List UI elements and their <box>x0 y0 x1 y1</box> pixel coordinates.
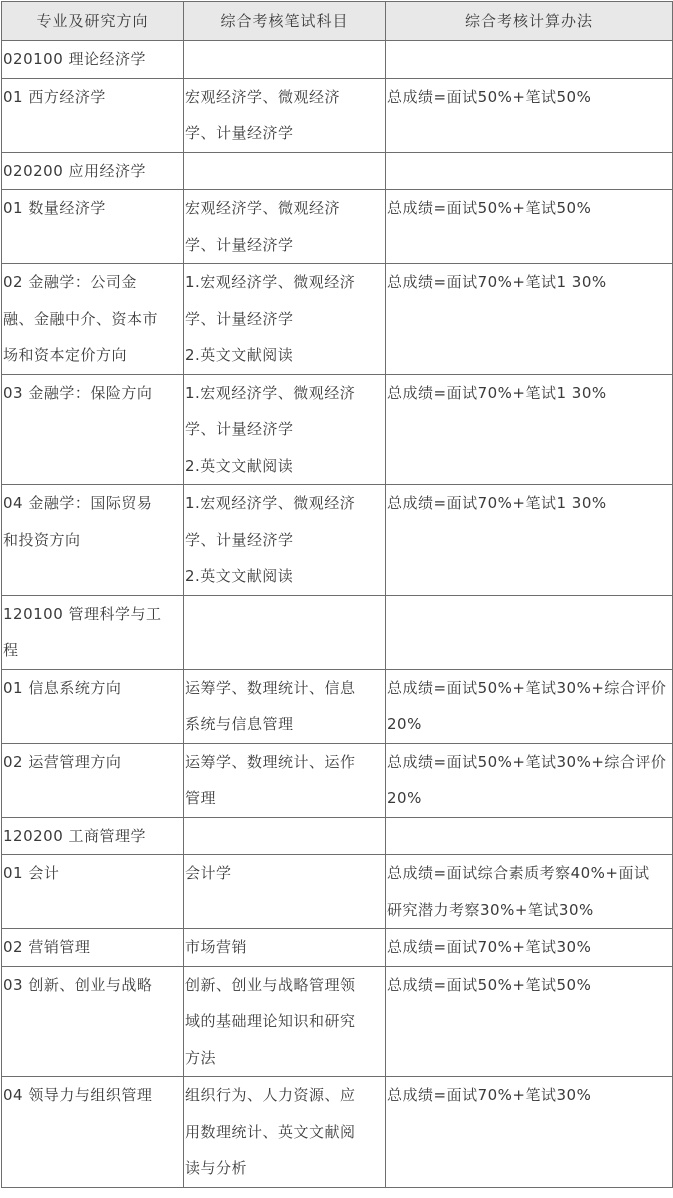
cell-text-line: 场和资本定价方向 <box>3 346 128 364</box>
subjects-cell <box>184 743 386 817</box>
subjects-cell <box>184 1077 386 1188</box>
cell-text-line: 程 <box>3 641 19 659</box>
major-cell <box>2 78 184 152</box>
major-cell <box>2 966 184 1077</box>
subjects-cell <box>184 929 386 967</box>
major-cell <box>2 595 184 669</box>
method-cell <box>386 190 673 264</box>
table-row <box>2 41 673 79</box>
major-cell <box>2 374 184 485</box>
table-row <box>2 264 673 375</box>
cell-text-line: 运筹学、数理统计、信息 <box>185 678 356 697</box>
cell-text-line: 融、金融中介、资本市 <box>3 309 159 328</box>
cell-text-line: 04 领导力与组织管理 <box>3 1086 153 1104</box>
cell-text-line: 1.宏观经济学、微观经济 <box>185 383 356 402</box>
cell-text-line: 03 金融学：保险方向 <box>3 383 153 402</box>
method-cell <box>386 152 673 190</box>
admission-table <box>1 1 673 1188</box>
method-cell <box>386 374 673 485</box>
cell-text-line: 用数理统计、英文文献阅 <box>185 1122 356 1141</box>
cell-text-line: 01 西方经济学 <box>3 87 106 106</box>
table-row <box>2 929 673 967</box>
method-cell <box>386 929 673 967</box>
cell-text-line: 总成绩=面试70%+笔试1 30% <box>387 383 607 402</box>
cell-text-line: 总成绩=面试50%+笔试30%+综合评价 <box>387 752 667 771</box>
major-cell <box>2 929 184 967</box>
cell-text-line: 04 金融学：国际贸易 <box>3 494 153 512</box>
major-cell <box>2 485 184 596</box>
cell-text-line: 学、计量经济学 <box>185 124 294 142</box>
table-row <box>2 817 673 855</box>
major-cell <box>2 152 184 190</box>
method-cell <box>386 669 673 743</box>
cell-text-line: 2.英文文献阅读 <box>185 456 294 475</box>
method-cell <box>386 41 673 79</box>
table-row <box>2 855 673 929</box>
subjects-cell <box>184 152 386 190</box>
subjects-cell <box>184 41 386 79</box>
cell-text-line: 和投资方向 <box>3 530 81 549</box>
table-row <box>2 374 673 485</box>
subjects-cell <box>184 966 386 1077</box>
cell-text-line: 01 会计 <box>3 864 60 882</box>
cell-text-line: 管理 <box>185 789 217 807</box>
subjects-cell <box>184 78 386 152</box>
cell-text-line: 总成绩=面试70%+笔试30% <box>387 1086 592 1104</box>
cell-text-line: 1.宏观经济学、微观经济 <box>185 494 356 512</box>
header-subjects: 综合考核笔试科目 <box>184 2 386 41</box>
cell-text-line: 学、计量经济学 <box>185 235 294 254</box>
subjects-cell <box>184 669 386 743</box>
table-row <box>2 190 673 264</box>
table-row <box>2 669 673 743</box>
cell-text-line: 读与分析 <box>185 1159 248 1177</box>
cell-text-line: 学、计量经济学 <box>185 309 294 328</box>
major-cell <box>2 1077 184 1188</box>
table-row <box>2 966 673 1077</box>
cell-text-line: 1.宏观经济学、微观经济 <box>185 273 356 291</box>
cell-text-line: 20% <box>387 789 422 807</box>
major-cell <box>2 855 184 929</box>
cell-text-line: 总成绩=面试70%+笔试30% <box>387 938 592 956</box>
method-cell <box>386 485 673 596</box>
cell-text-line: 2.英文文献阅读 <box>185 346 294 364</box>
cell-text-line: 学、计量经济学 <box>185 530 294 549</box>
cell-text-line: 01 信息系统方向 <box>3 678 122 697</box>
method-cell <box>386 743 673 817</box>
cell-text-line: 方法 <box>185 1048 217 1067</box>
method-cell <box>386 817 673 855</box>
cell-text-line: 02 营销管理 <box>3 938 91 956</box>
method-cell <box>386 264 673 375</box>
table-body <box>2 41 673 1188</box>
cell-text-line: 宏观经济学、微观经济 <box>185 199 341 217</box>
subjects-cell <box>184 264 386 375</box>
cell-text-line: 20% <box>387 715 422 733</box>
header-row <box>2 2 673 41</box>
major-cell <box>2 190 184 264</box>
cell-text-line: 总成绩=面试70%+笔试1 30% <box>387 273 607 291</box>
method-cell <box>386 78 673 152</box>
major-cell <box>2 669 184 743</box>
cell-text-line: 组织行为、人力资源、应 <box>185 1086 356 1104</box>
cell-text-line: 02 金融学：公司金 <box>3 273 137 291</box>
table-row <box>2 78 673 152</box>
method-cell <box>386 1077 673 1188</box>
subjects-cell <box>184 855 386 929</box>
cell-text-line: 020100 理论经济学 <box>3 50 147 68</box>
table-row <box>2 485 673 596</box>
cell-text-line: 会计学 <box>185 864 232 882</box>
header-method: 综合考核计算办法 <box>386 2 673 41</box>
cell-text-line: 系统与信息管理 <box>185 715 294 733</box>
cell-text-line: 120100 管理科学与工 <box>3 604 162 623</box>
cell-text-line: 02 运营管理方向 <box>3 752 122 771</box>
cell-text-line: 宏观经济学、微观经济 <box>185 87 341 106</box>
method-cell <box>386 966 673 1077</box>
cell-text-line: 创新、创业与战略管理领 <box>185 975 356 994</box>
cell-text-line: 020200 应用经济学 <box>3 161 147 180</box>
cell-text-line: 总成绩=面试50%+笔试50% <box>387 87 592 106</box>
cell-text-line: 总成绩=面试综合素质考察40%+面试 <box>387 864 650 882</box>
method-cell <box>386 855 673 929</box>
subjects-cell <box>184 190 386 264</box>
cell-text-line: 研究潜力考察30%+笔试30% <box>387 900 594 919</box>
cell-text-line: 总成绩=面试50%+笔试50% <box>387 199 592 217</box>
major-cell <box>2 41 184 79</box>
major-cell <box>2 817 184 855</box>
subjects-cell <box>184 485 386 596</box>
cell-text-line: 2.英文文献阅读 <box>185 567 294 585</box>
cell-text-line: 学、计量经济学 <box>185 420 294 438</box>
cell-text-line: 总成绩=面试50%+笔试50% <box>387 975 592 994</box>
subjects-cell <box>184 374 386 485</box>
subjects-cell <box>184 817 386 855</box>
header-major: 专业及研究方向 <box>2 2 184 41</box>
major-cell <box>2 743 184 817</box>
cell-text-line: 01 数量经济学 <box>3 199 106 217</box>
major-cell <box>2 264 184 375</box>
cell-text-line: 域的基础理论知识和研究 <box>185 1012 356 1030</box>
cell-text-line: 总成绩=面试50%+笔试30%+综合评价 <box>387 678 667 697</box>
table-row <box>2 152 673 190</box>
table-row <box>2 743 673 817</box>
table-row <box>2 595 673 669</box>
cell-text-line: 运筹学、数理统计、运作 <box>185 752 356 771</box>
cell-text-line: 03 创新、创业与战略 <box>3 975 153 994</box>
cell-text-line: 120200 工商管理学 <box>3 826 147 845</box>
cell-text-line: 市场营销 <box>185 938 248 956</box>
subjects-cell <box>184 595 386 669</box>
method-cell <box>386 595 673 669</box>
cell-text-line: 总成绩=面试70%+笔试1 30% <box>387 494 607 512</box>
table-row <box>2 1077 673 1188</box>
